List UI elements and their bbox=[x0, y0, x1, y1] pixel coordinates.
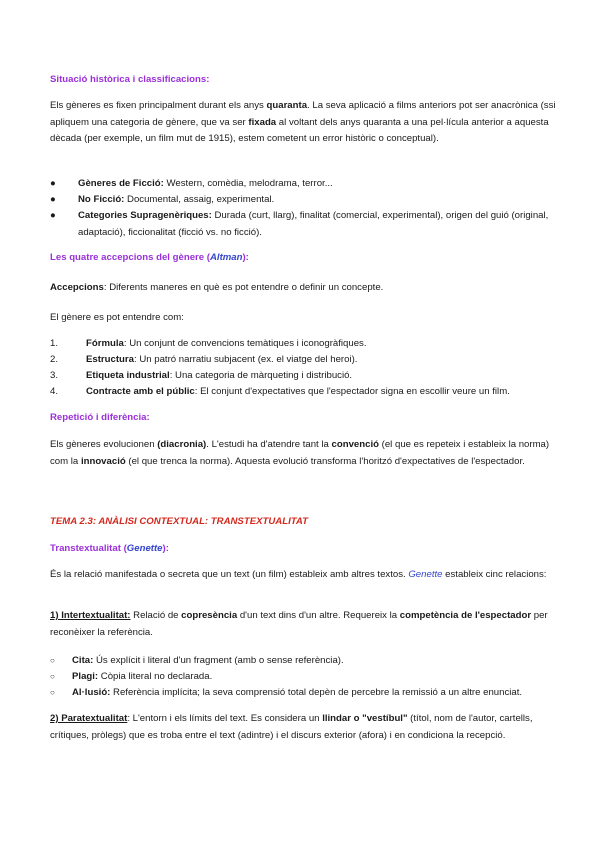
section-heading-historical: Situació històrica i classificacions: bbox=[50, 74, 210, 85]
bullet-icon: ● bbox=[50, 194, 56, 205]
list-item: ○ Cita: Ús explícit i literal d'un fragment (amb o sense referència). bbox=[50, 653, 560, 670]
paragraph-intertextuality: 1) Intertextualitat: Relació de copresència d'un text dins d'un altre. Requereix la competència de l'espectador per reconèixer la referència. bbox=[50, 610, 548, 638]
list-item: 3. Etiqueta industrial: Una categoria de màrqueting i distribució. bbox=[50, 370, 353, 381]
list-item: 1. Fórmula: Un conjunt de convencions temàtiques i iconogràfiques. bbox=[50, 338, 367, 349]
circle-bullet-icon: ○ bbox=[50, 672, 55, 681]
list-item: ○ Plagi: Còpia literal no declarada. bbox=[50, 669, 560, 686]
bullet-icon: ● bbox=[50, 210, 56, 221]
section-heading-genette: Transtextualitat (Genette): bbox=[50, 543, 169, 554]
section-heading-altman: Les quatre accepcions del gènere (Altman): bbox=[50, 252, 249, 263]
paragraph-intro: El gènere es pot entendre com: bbox=[50, 312, 184, 323]
section-heading-repetition: Repetició i diferència: bbox=[50, 412, 150, 423]
paragraph-genres-forties: Els gèneres es fixen principalment durant els anys quaranta. La seva aplicació a films anteriors pot ser anacrònica (ssi apliquem una categoria de gènere, que va ser fixada al voltant dels anys quaranta a una pel·lícula anterior a aquesta dècada (per exemple, un film mut de 1915), estem cometent un error històric o conceptual). bbox=[50, 100, 556, 144]
paragraph-evolution: Els gèneres evolucionen (diacronia). L'estudi ha d'atendre tant la convenció (el que es repeteix i estableix la norma) com la innovació (el que trenca la norma). Aquesta evolució transforma l'horitzó d'expectatives de l'espectador. bbox=[50, 439, 550, 467]
list-item: ● Categories Supragenèriques: Durada (curt, llarg), finalitat (comercial, experimental), origen del guió (original, adaptació), ficcionalitat (ficció vs. no ficció). bbox=[50, 210, 549, 238]
paragraph-paratextuality: 2) Paratextualitat: L'entorn i els límits del text. Es considera un llindar o "vestíbul" (títol, nom de l'autor, cartells, crítiques, pròlegs) que es troba entre el text (adintre) i el discurs exterior (afora) i en condiciona la recepció. bbox=[50, 713, 533, 741]
circle-bullet-icon: ○ bbox=[50, 656, 55, 665]
list-item: 4. Contracte amb el públic: El conjunt d'expectatives que l'espectador signa en escollir veure un film. bbox=[50, 386, 510, 397]
list-item: ○ Al·lusió: Referència implícita; la seva comprensió total depèn de percebre la remissió a un altre enunciat. bbox=[50, 685, 560, 702]
list-item: ● No Ficció: Documental, assaig, experimental. bbox=[50, 192, 560, 209]
paragraph-transtextuality: És la relació manifestada o secreta que un text (un film) estableix amb altres textos. Genette estableix cinc relacions: bbox=[50, 569, 547, 580]
bullet-icon: ● bbox=[50, 178, 56, 189]
paragraph-accepcions: Accepcions: Diferents maneres en què es pot entendre o definir un concepte. bbox=[50, 282, 384, 293]
list-item: ● Gèneres de Ficció: Western, comèdia, melodrama, terror... bbox=[50, 176, 560, 193]
circle-bullet-icon: ○ bbox=[50, 688, 55, 697]
list-item: 2. Estructura: Un patró narratiu subjacent (ex. el viatge del heroi). bbox=[50, 354, 358, 365]
tema-title: TEMA 2.3: ANÀLISI CONTEXTUAL: TRANSTEXTUALITAT bbox=[50, 516, 308, 527]
